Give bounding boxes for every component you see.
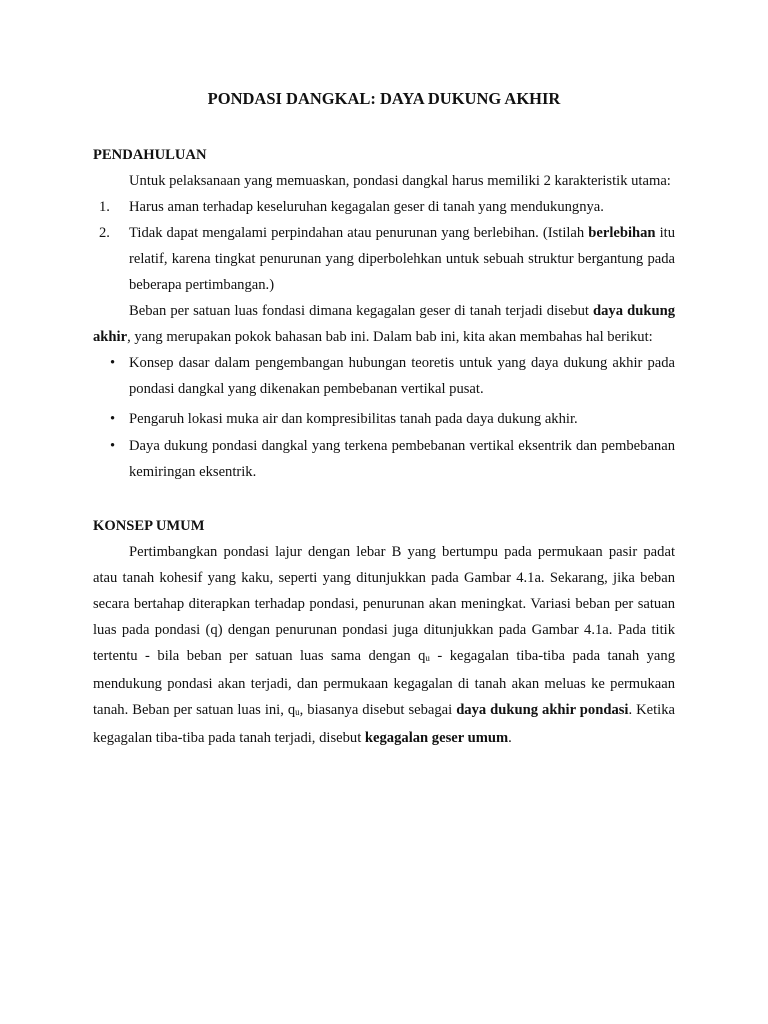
konsep-paragraph: [93, 539, 675, 751]
list-item-text: Pengaruh lokasi muka air dan kompresibilitas tanah pada daya dukung akhir.: [129, 411, 578, 427]
paragraph-text: . Ketika kegagalan tiba-tiba pada tanah terjadi, disebut: [93, 702, 676, 746]
intro-paragraph: Untuk pelaksanaan yang memuaskan, pondasi dangkal harus memiliki 2 karakteristik utama:: [129, 173, 671, 189]
section-heading-pendahuluan: PENDAHULUAN: [93, 147, 207, 163]
section-heading-konsep-umum: KONSEP UMUM: [93, 518, 205, 534]
bullet-icon: •: [110, 355, 116, 371]
subscript: u: [295, 707, 300, 717]
bold-term: berlebihan: [588, 225, 656, 241]
list-item-text: Harus aman terhadap keseluruhan kegagalan geser di tanah yang mendukungnya.: [129, 199, 604, 215]
list-item: [93, 406, 675, 432]
list-number: 1.: [99, 199, 110, 215]
paragraph-text: .: [508, 730, 512, 746]
document-title: PONDASI DANGKAL: DAYA DUKUNG AKHIR: [207, 89, 561, 108]
paragraph-text: Pertimbangkan pondasi lajur dengan lebar B yang bertumpu pada permukaan pasir padat atau tanah kohesif yang kaku, seperti yang ditunjukkan pada Gambar 4.1a. Sekarang, jika beban secara bertahap diterapkan terhadap pondasi, penurunan akan meningkat. Variasi beban per satuan luas pada pondasi (q) dengan penurunan pondasi juga ditunjukkan pada Gambar 4.1a. Pada titik tertentu - bila beban per satuan luas sama dengan q: [93, 544, 675, 664]
list-item: [93, 220, 675, 298]
list-number: 2.: [99, 225, 110, 241]
paragraph-text: - kegagalan tiba-tiba pada tanah yang mendukung pondasi akan terjadi, dan permukaan kegagalan di tanah akan meluas ke permukaan tanah. Beban per satuan luas ini, q: [93, 648, 675, 718]
paragraph-text: , yang merupakan pokok bahasan bab ini. Dalam bab ini, kita akan membahas hal berikut:: [127, 329, 653, 345]
bold-term: daya dukung akhir: [93, 303, 675, 345]
bold-term: daya dukung akhir pondasi: [456, 702, 629, 718]
paragraph-text: Beban per satuan luas fondasi dimana kegagalan geser di tanah terjadi disebut: [129, 303, 594, 319]
paragraph-text: , biasanya disebut sebagai: [299, 702, 457, 718]
list-item-text: Daya dukung pondasi dangkal yang terkena pembebanan vertikal eksentrik dan pembebanan kemiringan eksentrik.: [129, 438, 675, 480]
characteristics-list: [93, 194, 675, 298]
list-item: [93, 350, 675, 402]
list-item-text: Tidak dapat mengalami perpindahan atau penurunan yang berlebihan. (Istilah: [129, 225, 589, 241]
topics-list: [93, 350, 675, 485]
subscript: u: [425, 653, 430, 663]
bullet-icon: •: [110, 411, 116, 427]
list-item: [93, 194, 675, 220]
bold-term: kegagalan geser umum: [364, 730, 509, 746]
list-item: [93, 433, 675, 485]
list-item-text: itu relatif, karena tingkat penurunan yang diperbolehkan untuk sebuah struktur bergantung pada beberapa pertimbangan.): [129, 225, 676, 293]
list-item-text: Konsep dasar dalam pengembangan hubungan teoretis untuk yang daya dukung akhir pada pondasi dangkal yang dikenakan pembebanan vertikal pusat.: [129, 355, 675, 397]
bullet-icon: •: [110, 438, 116, 454]
definition-paragraph: [93, 298, 675, 350]
